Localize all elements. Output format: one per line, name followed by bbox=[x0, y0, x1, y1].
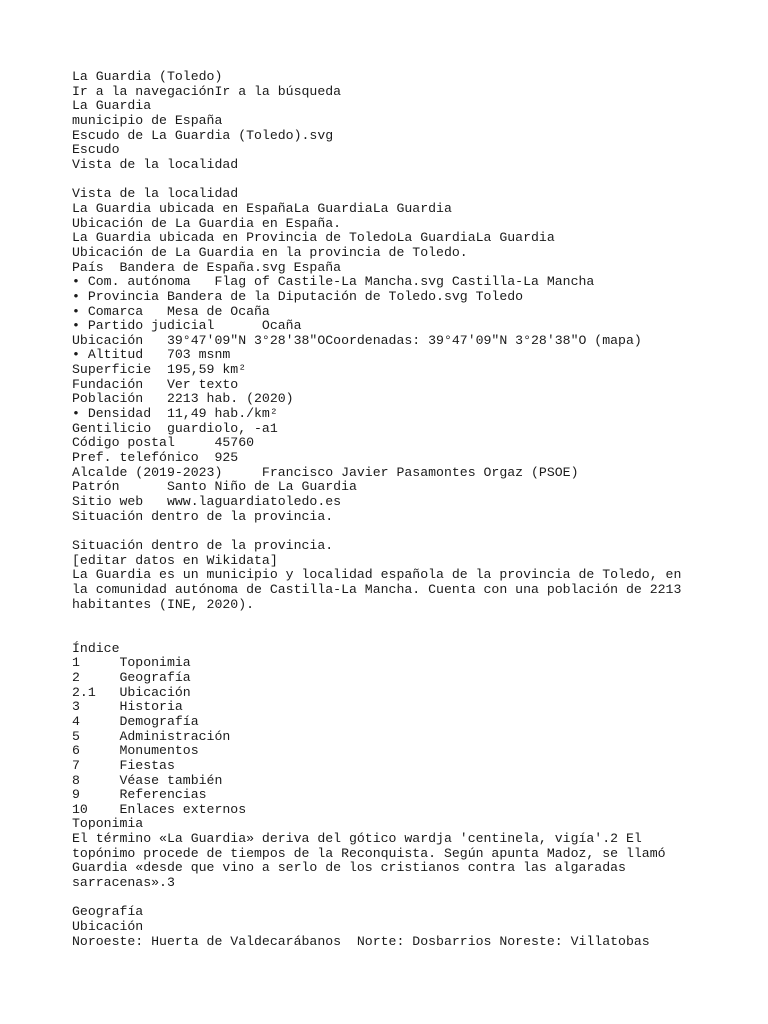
infobox-row-situation: Situación dentro de la provincia. bbox=[72, 508, 334, 524]
infobox-row-area: Superficie 195,59 km² bbox=[72, 362, 247, 378]
map-spain-caption: Ubicación de La Guardia en España. bbox=[72, 215, 342, 231]
map-province-caption: Ubicación de La Guardia en la provincia de Toledo. bbox=[72, 244, 468, 260]
infobox-row-website[interactable]: Sitio web www.laguardiatoledo.es bbox=[72, 494, 342, 510]
map-province[interactable]: La Guardia ubicada en Provincia de ToledoLa GuardiaLa Guardia bbox=[72, 230, 555, 246]
page-title: La Guardia (Toledo) bbox=[72, 69, 223, 84]
infobox-row-foundation: Fundación Ver texto bbox=[72, 376, 239, 392]
coat-of-arms-file[interactable]: Escudo de La Guardia (Toledo).svg bbox=[72, 127, 334, 143]
toc-item-geografia[interactable]: 2 Geografía bbox=[72, 669, 191, 685]
toc-item-enlaces-externos[interactable]: 10 Enlaces externos bbox=[72, 801, 247, 817]
infobox-row-patron: Patrón Santo Niño de La Guardia bbox=[72, 479, 357, 495]
toc-item-ubicacion[interactable]: 2.1 Ubicación bbox=[72, 684, 191, 700]
infobox-row-comarca: • Comarca Mesa de Ocaña bbox=[72, 303, 270, 319]
town-view-file[interactable]: Vista de la localidad bbox=[72, 156, 239, 172]
toc-item-administracion[interactable]: 5 Administración bbox=[72, 728, 231, 744]
coat-of-arms-caption: Escudo bbox=[72, 142, 120, 158]
spacer bbox=[72, 173, 712, 188]
toc-item-fiestas[interactable]: 7 Fiestas bbox=[72, 757, 175, 773]
toc-title: Índice bbox=[72, 640, 120, 656]
section-heading-toponimia: Toponimia bbox=[72, 816, 144, 832]
spacer bbox=[72, 524, 712, 539]
neighbors-row: Noroeste: Huerta de Valdecarábanos Norte: Dosbarrios Noreste: Villatobas bbox=[72, 933, 650, 949]
document-body bbox=[72, 70, 712, 949]
infobox-row-density: • Densidad 11,49 hab./km² bbox=[72, 406, 278, 422]
infobox-row-province: • Provincia Bandera de la Diputación de Toledo.svg Toledo bbox=[72, 288, 524, 304]
toponimia-paragraph: El término «La Guardia» deriva del gótico wardja 'centinela, vigía'.2 El topónimo procede de tiempos de la Reconquista. Según apunta Madoz, se llamó Guardia «desde que vino a serlo de los cristianos contra las algaradas sarracenas».3 bbox=[72, 831, 666, 891]
infobox-row-altitude: • Altitud 703 msnm bbox=[72, 347, 231, 363]
infobox-row-demonym: Gentilicio guardiolo, -a1 bbox=[72, 420, 278, 436]
infobox-row-postal-code: Código postal 45760 bbox=[72, 435, 255, 451]
infobox-row-location: Ubicación 39°47′09″N 3°28′38″OCoordenadas: 39°47′09″N 3°28′38″O (mapa) bbox=[72, 332, 642, 348]
toc-item-toponimia[interactable]: 1 Toponimia bbox=[72, 655, 191, 671]
edit-wikidata-link[interactable]: [editar datos en Wikidata] bbox=[72, 552, 278, 568]
infobox-row-judicial-district: • Partido judicial Ocaña bbox=[72, 318, 302, 334]
intro-paragraph: La Guardia es un municipio y localidad española de la provincia de Toledo, en la comunidad autónoma de Castilla-La Mancha. Cuenta con una población de 2213 habitantes (INE, 2020). bbox=[72, 567, 682, 612]
skip-links[interactable]: Ir a la navegaciónIr a la búsqueda bbox=[72, 83, 342, 99]
infobox-row-population: Población 2213 hab. (2020) bbox=[72, 391, 294, 407]
spacer bbox=[72, 612, 712, 627]
infobox-row-country: País Bandera de España.svg España bbox=[72, 259, 342, 275]
infobox-subtitle: municipio de España bbox=[72, 112, 223, 128]
infobox-row-phone-prefix: Pref. telefónico 925 bbox=[72, 450, 239, 466]
toc-item-monumentos[interactable]: 6 Monumentos bbox=[72, 743, 199, 759]
spacer bbox=[72, 891, 712, 906]
spacer bbox=[72, 627, 712, 642]
subsection-heading-ubicacion: Ubicación bbox=[72, 919, 144, 935]
toc-item-historia[interactable]: 3 Historia bbox=[72, 699, 183, 715]
infobox-row-mayor: Alcalde (2019-2023) Francisco Javier Pasamontes Orgaz (PSOE) bbox=[72, 464, 579, 480]
town-view-caption: Vista de la localidad bbox=[72, 186, 239, 202]
situation-caption: Situación dentro de la provincia. bbox=[72, 538, 334, 553]
toc-item-demografia[interactable]: 4 Demografía bbox=[72, 713, 199, 729]
infobox-row-community: • Com. autónoma Flag of Castile-La Mancha.svg Castilla-La Mancha bbox=[72, 274, 595, 290]
toc-item-vease-tambien[interactable]: 8 Véase también bbox=[72, 772, 223, 788]
toc-item-referencias[interactable]: 9 Referencias bbox=[72, 787, 207, 803]
infobox-name: La Guardia bbox=[72, 98, 152, 114]
map-spain[interactable]: La Guardia ubicada en EspañaLa GuardiaLa Guardia bbox=[72, 200, 452, 216]
section-heading-geografia: Geografía bbox=[72, 904, 144, 920]
